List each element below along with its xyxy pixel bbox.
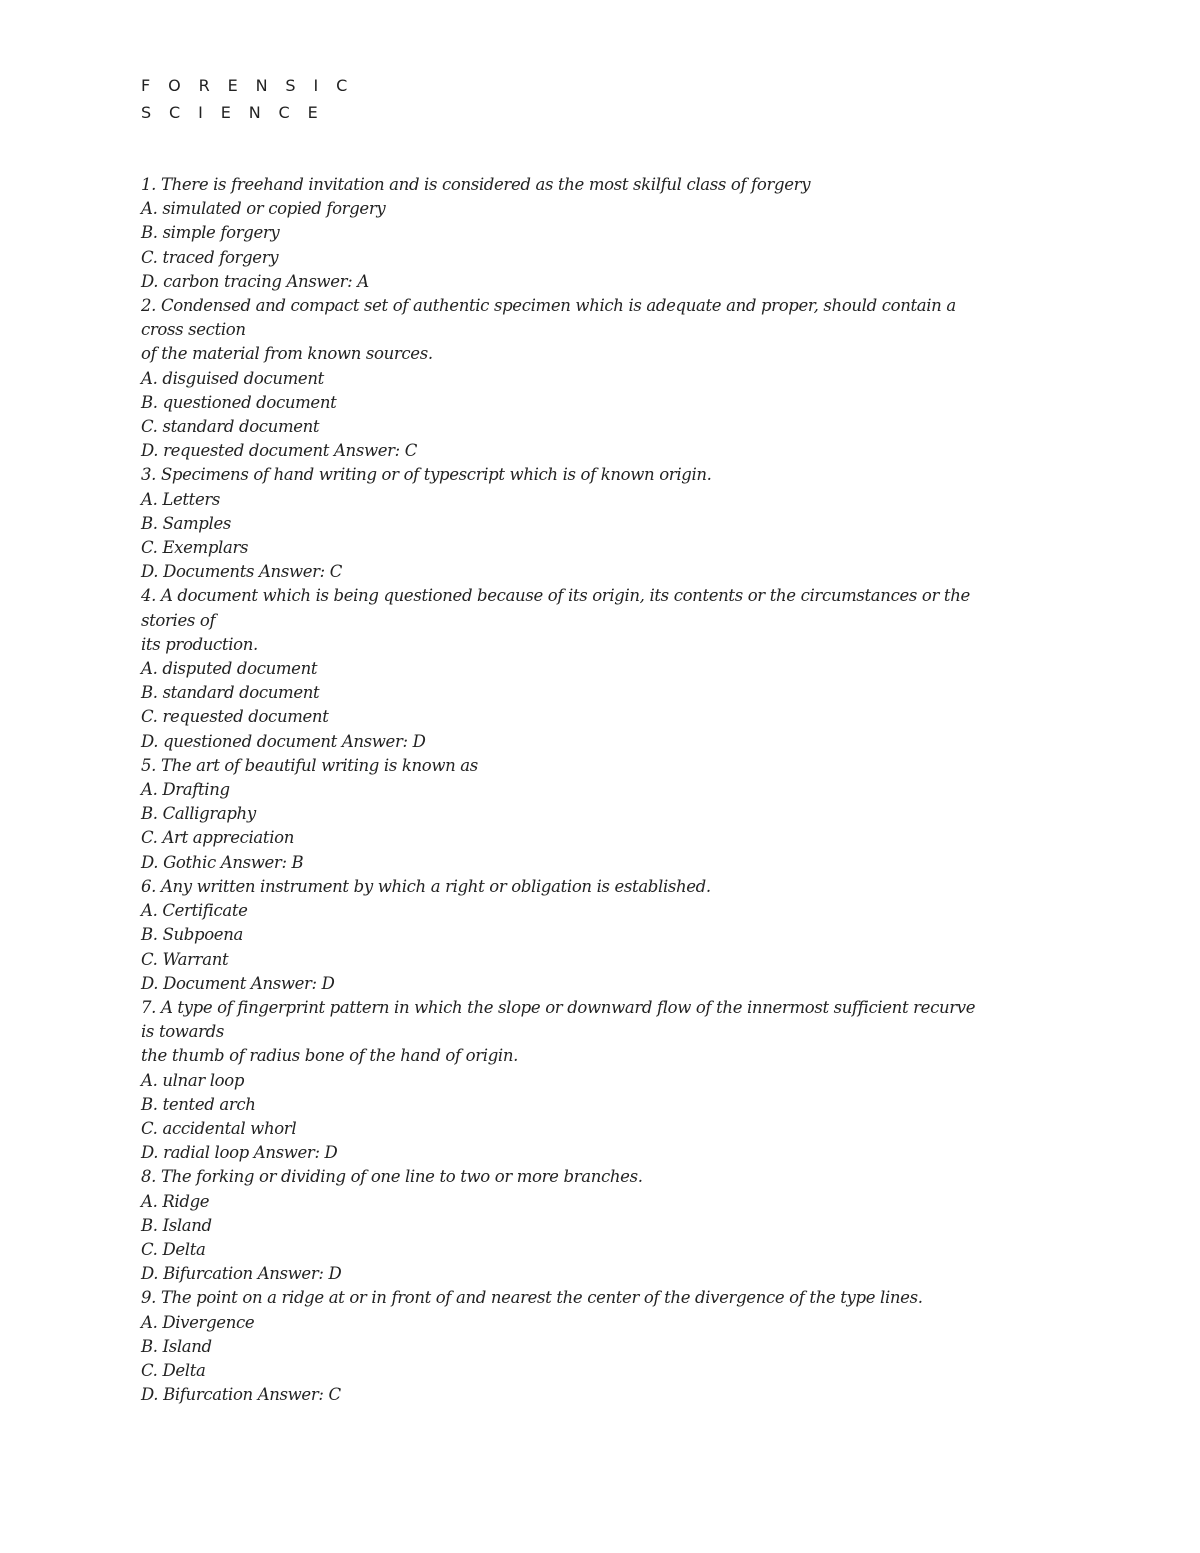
text-line: C. Art appreciation — [141, 828, 294, 848]
text-line: A. simulated or copied forgery — [141, 199, 386, 219]
text-line: A. disguised document — [141, 368, 324, 388]
text-line: B. Island — [141, 1336, 212, 1356]
text-line: of the material from known sources. — [141, 344, 433, 364]
text-line: B. Island — [141, 1215, 212, 1235]
text-line: C. accidental whorl — [141, 1118, 297, 1138]
text-line: A. Certificate — [141, 901, 248, 921]
text-line: D. requested document Answer: C — [141, 441, 418, 461]
title-line-1: F O R E N S I C — [141, 76, 354, 95]
text-line: D. Bifurcation Answer: C — [141, 1385, 341, 1405]
text-line: B. Subpoena — [141, 925, 243, 945]
text-line: A. Drafting — [141, 780, 230, 800]
text-line: 9. The point on a ridge at or in front of and nearest the center of the divergence of the type lines. — [141, 1288, 923, 1308]
text-line: D. radial loop Answer: D — [141, 1143, 338, 1163]
text-line: C. Delta — [141, 1239, 206, 1259]
text-line: D. Documents Answer: C — [141, 562, 343, 582]
text-line: C. Delta — [141, 1360, 206, 1380]
text-line: 3. Specimens of hand writing or of typescript which is of known origin. — [141, 465, 712, 485]
text-line: cross section — [141, 320, 246, 340]
text-line: D. Document Answer: D — [141, 973, 335, 993]
text-line: stories of — [141, 610, 216, 630]
text-line: D. Gothic Answer: B — [141, 852, 304, 872]
text-line: C. standard document — [141, 417, 320, 437]
text-line: A. Divergence — [141, 1312, 255, 1332]
text-line: B. Calligraphy — [141, 804, 256, 824]
text-line: 4. A document which is being questioned because of its origin, its contents or the circumstances or the — [141, 586, 970, 606]
text-line: its production. — [141, 634, 258, 654]
text-line: A. Letters — [141, 489, 221, 509]
text-line: C. Warrant — [141, 949, 229, 969]
text-line: A. Ridge — [141, 1191, 210, 1211]
text-line: 8. The forking or dividing of one line to two or more branches. — [141, 1167, 643, 1187]
text-line: is towards — [141, 1022, 224, 1042]
title-line-2: S C I E N C E — [141, 103, 325, 122]
text-line: D. questioned document Answer: D — [141, 731, 426, 751]
text-line: B. tented arch — [141, 1094, 256, 1114]
text-line: A. ulnar loop — [141, 1070, 245, 1090]
text-line: 2. Condensed and compact set of authentic specimen which is adequate and proper, should contain a — [141, 296, 956, 316]
text-line: 5. The art of beautiful writing is known as — [141, 755, 478, 775]
text-line: B. Samples — [141, 513, 231, 533]
text-line: C. requested document — [141, 707, 329, 727]
question-list — [141, 173, 1041, 1407]
text-line: D. carbon tracing Answer: A — [141, 271, 369, 291]
text-line: A. disputed document — [141, 659, 318, 679]
text-line: B. standard document — [141, 683, 320, 703]
text-line: B. simple forgery — [141, 223, 280, 243]
text-line: 1. There is freehand invitation and is considered as the most skilful class of forgery — [141, 175, 811, 194]
text-line: C. traced forgery — [141, 247, 279, 267]
document-title — [141, 72, 354, 126]
text-line: the thumb of radius bone of the hand of origin. — [141, 1046, 519, 1066]
text-line: B. questioned document — [141, 392, 337, 412]
text-line: D. Bifurcation Answer: D — [141, 1264, 342, 1284]
text-line: 7. A type of fingerprint pattern in which the slope or downward flow of the innermost sufficient recurve — [141, 997, 976, 1017]
text-line: C. Exemplars — [141, 538, 249, 558]
text-line: 6. Any written instrument by which a right or obligation is established. — [141, 876, 711, 896]
